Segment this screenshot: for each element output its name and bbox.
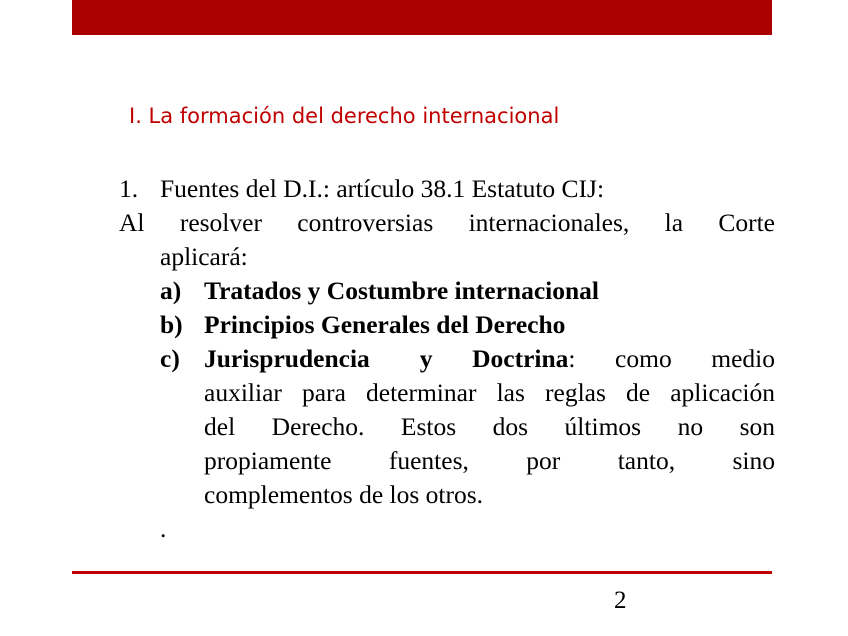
- sublist-marker: a): [160, 276, 182, 305]
- sublist-item-c: [119, 342, 775, 376]
- list-number: 1.: [119, 174, 139, 203]
- doctrina-text: y Doctrina: [419, 344, 569, 373]
- intro-line-2: aplicará:: [160, 242, 248, 271]
- sublist-item-b: [119, 308, 775, 342]
- sublist-marker: c): [160, 344, 180, 373]
- section-title: I. La formación del derecho internacional: [129, 104, 560, 128]
- list-item-1: [119, 172, 775, 206]
- sublist-c-rest: : como medio: [568, 344, 775, 373]
- slide-body: [119, 172, 775, 546]
- sublist-text: Tratados y Costumbre internacional: [204, 276, 600, 305]
- sublist-marker: b): [160, 310, 183, 339]
- page-number: 2: [614, 587, 627, 614]
- list-item-1-text: Fuentes del D.I.: artículo 38.1 Estatuto CIJ:: [160, 174, 605, 203]
- sublist-item-a: [119, 274, 775, 308]
- jurisprudencia-text: Jurisprudencia: [204, 344, 370, 373]
- sublist-c-line: propiamente fuentes, por tanto, sino: [204, 446, 775, 475]
- trailing-dot: .: [160, 514, 167, 543]
- sublist-text: Principios Generales del Derecho: [204, 310, 566, 339]
- intro-line-1: Al resolver controversias internacionales, la Corte: [119, 208, 775, 237]
- top-header-bar: [72, 0, 772, 35]
- sublist-c-line: complementos de los otros.: [204, 480, 484, 509]
- sublist-c-line: auxiliar para determinar las reglas de aplicación: [204, 378, 775, 407]
- footer-divider: [72, 571, 772, 574]
- sublist-c-line: del Derecho. Estos dos últimos no son: [204, 412, 775, 441]
